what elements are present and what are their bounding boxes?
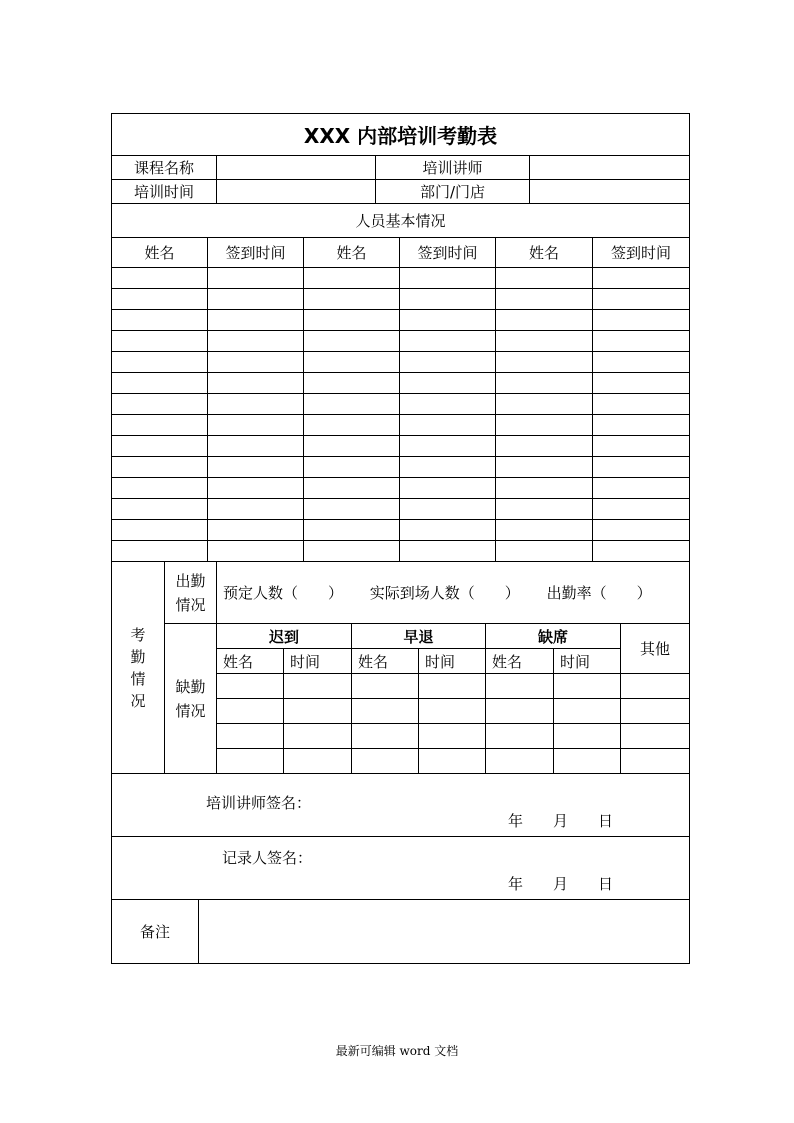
day-label: 日 [597,812,613,830]
signin-time-cell[interactable] [208,331,304,352]
signin-name-cell[interactable] [496,436,593,457]
absence-label: 缺勤 情况 [165,624,217,774]
signin-row [112,394,690,415]
signin-name-cell[interactable] [304,352,400,373]
signin-name-cell[interactable] [304,457,400,478]
signin-name-cell[interactable] [496,520,593,541]
absence-cell[interactable] [217,724,284,749]
attendance-char: 况 [130,691,146,710]
signin-name-cell[interactable] [496,394,593,415]
department-label: 部门/门店 [376,180,530,204]
remark-field[interactable] [199,900,690,964]
planned-count[interactable]: 预定人数（ ） [223,584,344,602]
signin-time-cell[interactable] [593,541,690,562]
signin-time-cell[interactable] [208,457,304,478]
signin-name-cell[interactable] [304,541,400,562]
absence-cell[interactable] [621,749,690,774]
signin-time-cell[interactable] [400,520,496,541]
department-field[interactable] [530,180,690,204]
trainer-field[interactable] [530,156,690,180]
signin-time-cell[interactable] [208,415,304,436]
recorder-signature-label: 记录人签名： [222,849,313,867]
absence-cell[interactable] [419,724,486,749]
absence-cell[interactable] [621,699,690,724]
trainer-signature-area[interactable] [112,774,690,837]
signin-name-cell[interactable] [304,436,400,457]
header-table [111,113,690,204]
signin-name-cell[interactable] [304,394,400,415]
early-name-col: 姓名 [352,649,419,674]
signin-row [112,436,690,457]
month-label: 月 [552,812,568,830]
signin-name-cell[interactable] [112,457,208,478]
signin-time-cell[interactable] [593,415,690,436]
col-name: 姓名 [496,238,593,268]
signin-time-cell[interactable] [593,352,690,373]
signin-name-cell[interactable] [304,289,400,310]
absent-heading: 缺席 [486,624,621,649]
signin-time-cell[interactable] [208,289,304,310]
attendance-label [112,562,165,774]
absence-cell[interactable] [217,674,284,699]
absence-cell[interactable] [217,749,284,774]
year-label: 年 [507,812,523,830]
day-label: 日 [597,875,613,893]
signin-row [112,541,690,562]
signin-name-cell[interactable] [304,373,400,394]
absence-cell[interactable] [352,674,419,699]
absence-cell[interactable] [554,674,621,699]
signin-name-cell[interactable] [496,457,593,478]
signin-name-cell[interactable] [304,415,400,436]
signin-row [112,520,690,541]
signin-name-cell[interactable] [496,415,593,436]
signin-name-cell[interactable] [496,268,593,289]
signin-name-cell[interactable] [112,394,208,415]
trainer-label: 培训讲师 [376,156,530,180]
signin-row [112,457,690,478]
actual-count[interactable]: 实际到场人数（ ） [369,584,520,602]
trainer-signature-date [508,810,613,831]
other-heading: 其他 [621,624,690,674]
signin-name-cell[interactable] [496,331,593,352]
signin-name-cell[interactable] [112,268,208,289]
page-footer: 最新可编辑 word 文档 [335,1044,459,1058]
signin-table [111,203,690,562]
signin-time-cell[interactable] [593,268,690,289]
late-heading: 迟到 [217,624,352,649]
signin-name-cell[interactable] [304,331,400,352]
signin-name-cell[interactable] [112,415,208,436]
signin-name-cell[interactable] [496,499,593,520]
signin-time-cell[interactable] [400,310,496,331]
signin-time-cell[interactable] [208,268,304,289]
signin-time-cell[interactable] [400,289,496,310]
signin-name-cell[interactable] [304,499,400,520]
signin-row [112,310,690,331]
signin-time-cell[interactable] [208,436,304,457]
signin-name-cell[interactable] [112,352,208,373]
attendance-char: 情 [130,669,146,688]
signin-time-cell[interactable] [400,373,496,394]
signin-name-cell[interactable] [304,310,400,331]
absence-cell[interactable] [419,674,486,699]
signin-time-cell[interactable] [208,499,304,520]
signin-row [112,268,690,289]
absence-cell[interactable] [284,749,352,774]
signin-time-cell[interactable] [593,499,690,520]
signin-name-cell[interactable] [112,436,208,457]
signin-name-cell[interactable] [112,520,208,541]
signin-name-cell[interactable] [496,310,593,331]
absence-cell[interactable] [419,699,486,724]
attendance-char: 勤 [130,647,146,666]
signin-time-cell[interactable] [593,478,690,499]
col-signin-time: 签到时间 [593,238,690,268]
absence-cell[interactable] [486,749,554,774]
signin-row [112,373,690,394]
absence-cell[interactable] [486,724,554,749]
signin-name-cell[interactable] [112,331,208,352]
signin-row [112,415,690,436]
absence-cell[interactable] [486,674,554,699]
signin-time-cell[interactable] [400,436,496,457]
course-name-field[interactable] [217,156,376,180]
absence-cell[interactable] [621,724,690,749]
training-time-label: 培训时间 [112,180,217,204]
early-leave-heading: 早退 [352,624,486,649]
signin-time-cell[interactable] [400,457,496,478]
signin-row [112,352,690,373]
training-time-field[interactable] [217,180,376,204]
attendance-rate[interactable]: 出勤率（ ） [546,584,652,602]
absence-cell[interactable] [486,699,554,724]
signin-time-cell[interactable] [593,310,690,331]
col-name: 姓名 [112,238,208,268]
trainer-signature-label: 培训讲师签名： [206,794,312,812]
col-name: 姓名 [304,238,400,268]
absent-time-col: 时间 [554,649,621,674]
absence-cell[interactable] [554,749,621,774]
signin-name-cell[interactable] [496,289,593,310]
absence-cell[interactable] [352,749,419,774]
signin-time-cell[interactable] [400,394,496,415]
signin-name-cell[interactable] [304,520,400,541]
presence-label: 出勤 情况 [165,562,217,624]
year-label: 年 [507,875,523,893]
signin-row [112,478,690,499]
absence-cell[interactable] [284,724,352,749]
signin-name-cell[interactable] [112,310,208,331]
signin-name-cell[interactable] [304,268,400,289]
signin-time-cell[interactable] [208,352,304,373]
signin-time-cell[interactable] [400,268,496,289]
absence-cell[interactable] [352,724,419,749]
signin-time-cell[interactable] [208,310,304,331]
signin-time-cell[interactable] [208,478,304,499]
early-time-col: 时间 [419,649,486,674]
signin-time-cell[interactable] [400,352,496,373]
signin-name-cell[interactable] [496,373,593,394]
signin-time-cell[interactable] [400,541,496,562]
absence-cell[interactable] [419,749,486,774]
col-signin-time: 签到时间 [208,238,304,268]
signin-time-cell[interactable] [400,499,496,520]
signin-time-cell[interactable] [400,478,496,499]
course-name-label: 课程名称 [112,156,217,180]
signin-name-cell[interactable] [496,541,593,562]
signin-time-cell[interactable] [400,415,496,436]
absence-cell[interactable] [217,699,284,724]
late-name-col: 姓名 [217,649,284,674]
signin-name-cell[interactable] [112,499,208,520]
absence-cell[interactable] [284,674,352,699]
signin-time-cell[interactable] [593,457,690,478]
signin-row [112,499,690,520]
signin-time-cell[interactable] [593,373,690,394]
col-signin-time: 签到时间 [400,238,496,268]
signin-name-cell[interactable] [496,478,593,499]
recorder-signature-area[interactable] [112,837,690,900]
absence-cell[interactable] [352,699,419,724]
signin-time-cell[interactable] [593,394,690,415]
signin-time-cell[interactable] [208,394,304,415]
signin-time-cell[interactable] [593,289,690,310]
signin-time-cell[interactable] [593,436,690,457]
basic-info-heading: 人员基本情况 [112,204,690,238]
signin-time-cell[interactable] [208,520,304,541]
signin-name-cell[interactable] [112,289,208,310]
late-time-col: 时间 [284,649,352,674]
recorder-signature-date [508,873,613,894]
attendance-table [111,561,690,774]
signin-time-cell[interactable] [208,373,304,394]
signin-row [112,331,690,352]
signin-row [112,289,690,310]
signin-time-cell[interactable] [593,331,690,352]
form-title: XXX 内部培训考勤表 [112,114,690,156]
signature-table [111,773,690,964]
attendance-char: 考 [130,625,146,644]
signin-time-cell[interactable] [593,520,690,541]
signin-name-cell[interactable] [112,373,208,394]
signin-name-cell[interactable] [112,478,208,499]
absence-cell[interactable] [554,699,621,724]
absence-cell[interactable] [621,674,690,699]
signin-time-cell[interactable] [208,541,304,562]
signin-name-cell[interactable] [496,352,593,373]
signin-name-cell[interactable] [304,478,400,499]
signin-name-cell[interactable] [112,541,208,562]
absence-cell[interactable] [284,699,352,724]
month-label: 月 [552,875,568,893]
absence-cell[interactable] [554,724,621,749]
remark-label: 备注 [112,900,199,964]
signin-time-cell[interactable] [400,331,496,352]
attendance-form [111,113,689,964]
presence-stats [217,562,690,624]
absent-name-col: 姓名 [486,649,554,674]
